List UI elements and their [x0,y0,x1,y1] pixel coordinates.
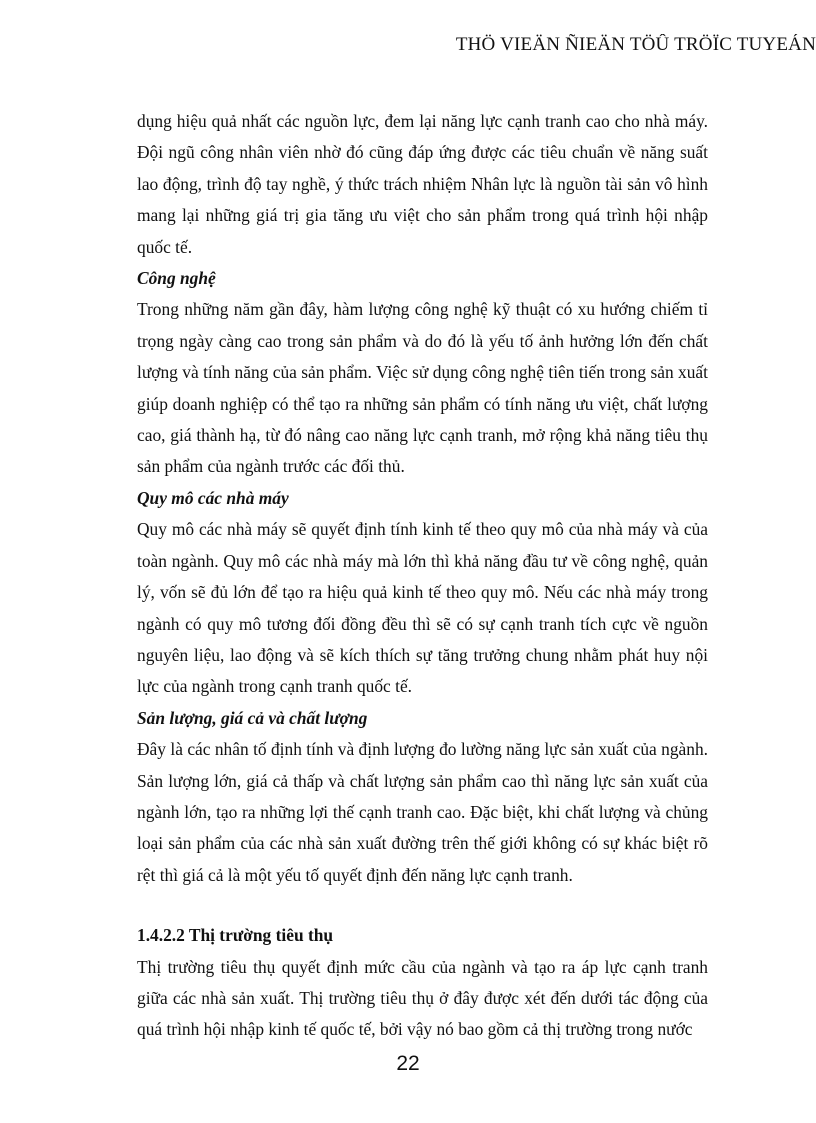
paragraph: Trong những năm gần đây, hàm lượng công nghệ kỹ thuật có xu hướng chiếm tỉ trọng ngày càng cao trong sản phẩm và do đó là yếu tố ảnh hưởng lớn đến chất lượng và tính năng của sản phẩm. Việc sử dụng công nghệ tiên tiến trong sản xuất giúp doanh nghiệp có thể tạo ra những sản phẩm có tính năng ưu việt, chất lượng cao, giá thành hạ, từ đó nâng cao năng lực cạnh tranh, mở rộng khả năng tiêu thụ sản phẩm của ngành trước các đối thủ. [137,299,708,477]
running-header: THÖ VIEÄN ÑIEÄN TÖÛ TRÖÏC TUYEÁN [455,34,816,55]
paragraph: Thị trường tiêu thụ quyết định mức cầu của ngành và tạo ra áp lực cạnh tranh giữa các nhà sản xuất. Thị trường tiêu thụ ở đây được xét đến dưới tác động của quá trình hội nhập kinh tế quốc tế, bởi vậy nó bao gồm cả thị trường trong nước [137,956,708,1040]
page-number: 22 [396,1052,420,1075]
subheading-quy-mo: Quy mô các nhà máy [137,487,289,508]
subheading-san-luong: Sản lượng, giá cả và chất lượng [137,707,368,728]
paragraph: Đây là các nhân tố định tính và định lượng đo lường năng lực sản xuất của ngành. Sản lượng lớn, giá cả thấp và chất lượng sản phẩm cao thì năng lực sản xuất của ngành lớn, tạo ra những lợi thế cạnh tranh cao. Đặc biệt, khi chất lượng và chủng loại sản phẩm của các nhà sản xuất đường trên thế giới không có sự khác biệt rõ rệt thì giá cả là một yếu tố quyết định đến năng lực cạnh tranh. [137,739,708,885]
section-heading: 1.4.2.2 Thị trường tiêu thụ [137,925,334,946]
paragraph: dụng hiệu quả nhất các nguồn lực, đem lại năng lực cạnh tranh cao cho nhà máy. Đội ngũ công nhân viên nhờ đó cũng đáp ứng được các tiêu chuẩn về năng suất lao động, trình độ tay nghề, ý thức trách nhiệm Nhân lực là nguồn tài sản vô hình mang lại những giá trị gia tăng ưu việt cho sản phẩm trong quá trình hội nhập quốc tế. [137,111,708,257]
body-text [137,106,708,1046]
subheading-cong-nghe: Công nghệ [137,268,216,289]
paragraph: Quy mô các nhà máy sẽ quyết định tính kinh tế theo quy mô của nhà máy và của toàn ngành. Quy mô các nhà máy mà lớn thì khả năng đầu tư về công nghệ, quản lý, vốn sẽ đủ lớn để tạo ra hiệu quả kinh tế theo quy mô. Nếu các nhà máy trong ngành có quy mô tương đối đồng đều thì sẽ có sự cạnh tranh tích cực về nguồn nguyên liệu, lao động và sẽ kích thích sự tăng trưởng chung nhằm phát huy nội lực của ngành trong cạnh tranh quốc tế. [137,519,708,697]
